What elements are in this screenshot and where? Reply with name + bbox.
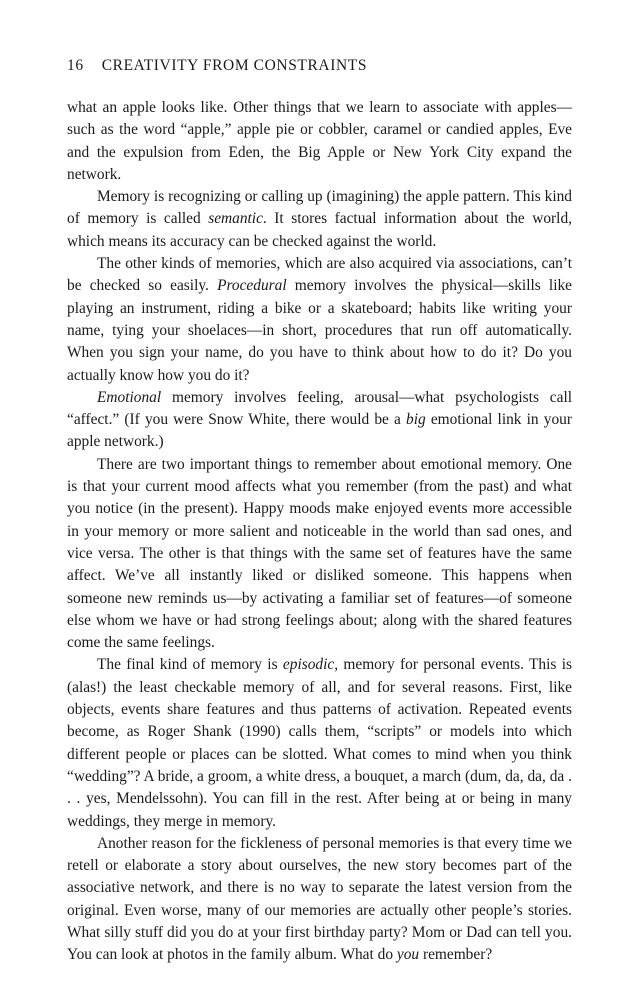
text-run: remember? (419, 946, 493, 964)
paragraph (67, 833, 572, 967)
page-number: 16 (67, 57, 84, 74)
italic-term: semantic (208, 210, 263, 228)
running-header (67, 57, 367, 75)
text-run: The other kinds of memories, which are also acquired via associations, can’t be checked so easily. (67, 255, 572, 295)
text-run: Another reason for the fickleness of personal memories is that every time we retell or elaborate a story about ourselves, the new story becomes part of the associative network, and there is no way to separate the latest version from the original. Even worse, many of our memories are actually other people’s stories. What silly stuff did you do at your first birthday party? Mom or Dad can tell you. You can look at photos in the family album. What do (67, 834, 572, 964)
paragraph (67, 387, 572, 454)
italic-term: Procedural (217, 277, 287, 295)
text-run: memory involves the physical—skills like playing an instrument, riding a bike or a skateboard; habits like writing your name, tying your shoelaces—in short, procedures that run off automatically. When you sign your name, do you have to think about how to do it? Do you actually know how you do it? (67, 277, 572, 384)
paragraph (67, 654, 572, 832)
text-run: emotional link in your apple network.) (67, 411, 572, 451)
text-run: There are two important things to remember about emotional memory. One is that your current mood affects what you remember (from the past) and what you notice (in the present). Happy moods make enjoyed events more accessible in your memory or more salient and noticeable in the world than sad ones, and vice versa. The other is that things with the same set of features have the same affect. We’ve all instantly liked or disliked someone. This happens when someone new reminds us—by activating a familiar set of features—of someone else whom we have or had strong feelings about; along with the shared features come the same feelings. (67, 455, 572, 652)
text-run: what an apple looks like. Other things that we learn to associate with apples—such as the word “apple,” apple pie or cobbler, caramel or candied apples, Eve and the expulsion from Eden, the Big Apple or New York City expand the network. (67, 99, 572, 183)
paragraph (67, 454, 572, 655)
paragraph (67, 97, 572, 186)
text-run: The final kind of memory is (97, 656, 283, 674)
text-run: memory involves feeling, arousal—what psychologists call “affect.” (If you were Snow White, there would be a (67, 388, 572, 429)
text-run: Memory is recognizing or calling up (imagining) the apple pattern. This kind of memory is called (67, 188, 572, 228)
body-text (67, 97, 572, 967)
paragraph (67, 186, 572, 253)
text-run: . It stores factual information about the world, which means its accuracy can be checked against the world. (67, 210, 572, 250)
italic-term: Emotional (97, 388, 162, 406)
italic-term: big (406, 411, 426, 429)
italic-term: you (396, 946, 420, 964)
italic-term: episodic, (282, 656, 339, 674)
text-run: memory for personal events. This is (alas!) the least checkable memory of all, and for several reasons. First, like objects, events share features and thus patterns of activation. Repeated events become, as Roger Shank (1990) calls them, “scripts” or models into which different people or places can be slotted. What comes to mind when you think “wedding”? A bride, a groom, a white dress, a bouquet, a march (dum, da, da, da . . . yes, Mendelssohn). You can fill in the rest. After being at or being in many weddings, they merge in memory. (67, 656, 572, 830)
running-title: CREATIVITY FROM CONSTRAINTS (101, 57, 368, 74)
paragraph (67, 253, 572, 387)
